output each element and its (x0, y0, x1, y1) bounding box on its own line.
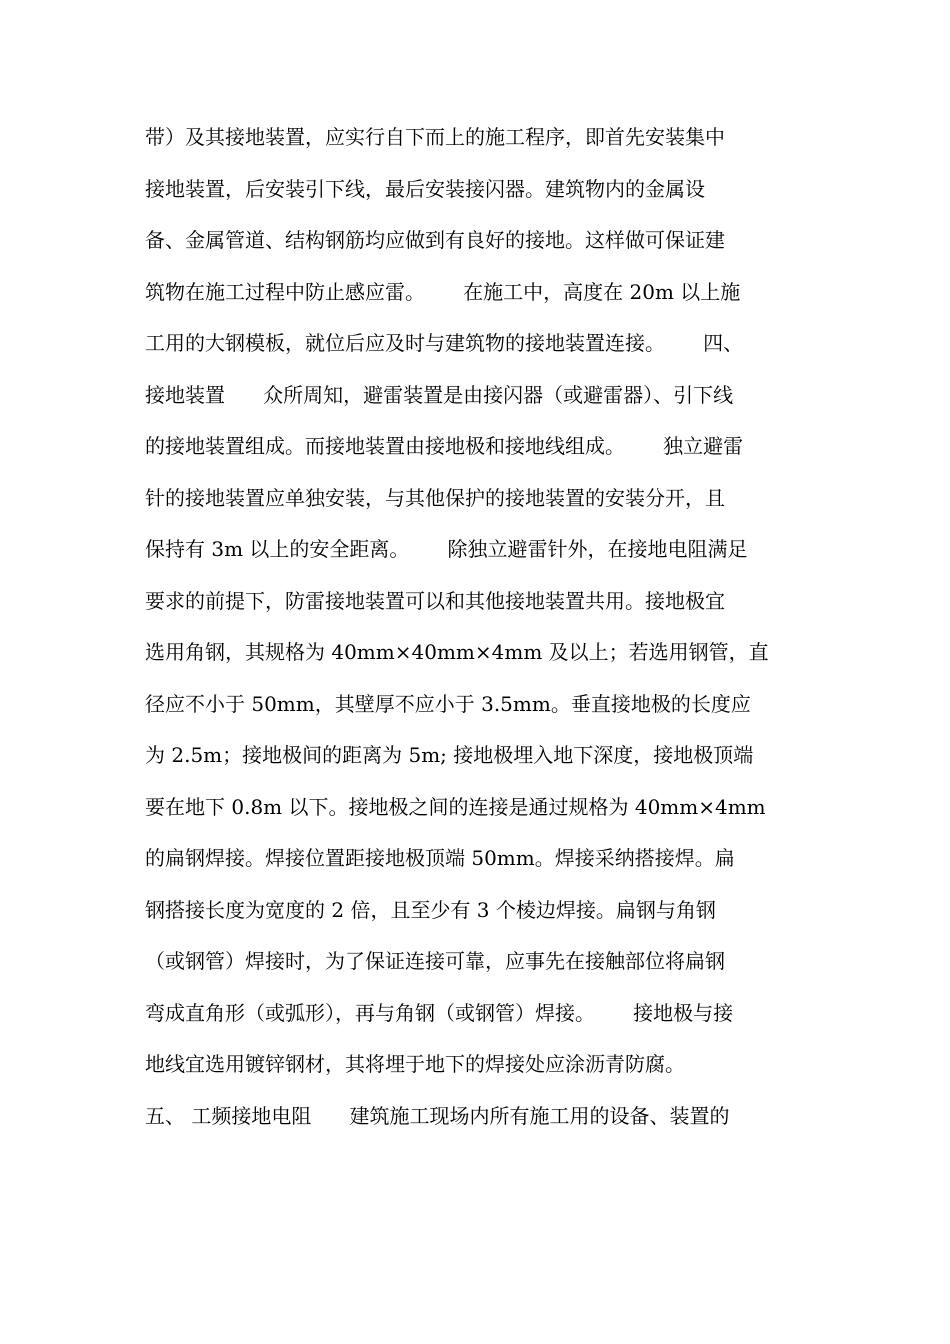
text-line: 保持有 3m 以上的安全距离。 除独立避雷针外，在接地电阻满足 (145, 537, 748, 561)
text-line: 针的接地装置应单独安装，与其他保护的接地装置的安装分开，且 (145, 485, 725, 510)
text-line: 接地装置，后安装引下线，最后安装接闪器。建筑物内的金属设 (145, 176, 705, 201)
text-line: 选用角钢，其规格为 40mm×40mm×4mm 及以上；若选用钢管，直 (145, 640, 769, 664)
text-line: 备、金属管道、结构钢筋均应做到有良好的接地。这样做可保证建 (145, 228, 725, 252)
text-line: 筑物在施工过程中防止感应雷。 在施工中，高度在 20m 以上施 (145, 279, 741, 304)
text-line: 为 2.5m；接地极间的距离为 5m; 接地极埋入地下深度，接地极顶端 (145, 743, 754, 767)
text-line: （或钢管）焊接时，为了保证连接可靠，应事先在接触部位将扁钢 (145, 949, 725, 973)
text-line: 钢搭接长度为宽度的 2 倍，且至少有 3 个棱边焊接。扁钢与角钢 (145, 897, 716, 922)
text-line: 要在地下 0.8m 以下。接地极之间的连接是通过规格为 40mm×4mm (145, 794, 766, 819)
body-text (145, 112, 815, 1142)
text-line: 径应不小于 50mm，其壁厚不应小于 3.5mm。垂直接地极的长度应 (145, 691, 751, 716)
text-line: 弯成直角形（或弧形），再与角钢（或钢管）焊接。 接地极与接 (145, 1000, 734, 1025)
text-line: 接地装置 众所周知，避雷装置是由接闪器（或避雷器）、引下线 (145, 382, 734, 407)
text-line: 地线宜选用镀锌钢材，其将埋于地下的焊接处应涂沥青防腐。 (145, 1052, 685, 1076)
text-line: 要求的前提下，防雷接地装置可以和其他接地装置共用。接地极宜 (145, 588, 725, 613)
text-line: 的扁钢焊接。焊接位置距接地极顶端 50mm。焊接采纳搭接焊。扁 (145, 846, 735, 870)
text-line: 工用的大钢模板，就位后应及时与建筑物的接地装置连接。 四、 (145, 331, 744, 355)
text-line: 五、 工频接地电阻 建筑施工现场内所有施工用的设备、装置的 (145, 1103, 730, 1128)
text-line: 的接地装置组成。而接地装置由接地极和接地线组成。 独立避雷 (145, 434, 744, 458)
text-line: 带）及其接地装置，应实行自下而上的施工程序，即首先安装集中 (145, 125, 725, 149)
